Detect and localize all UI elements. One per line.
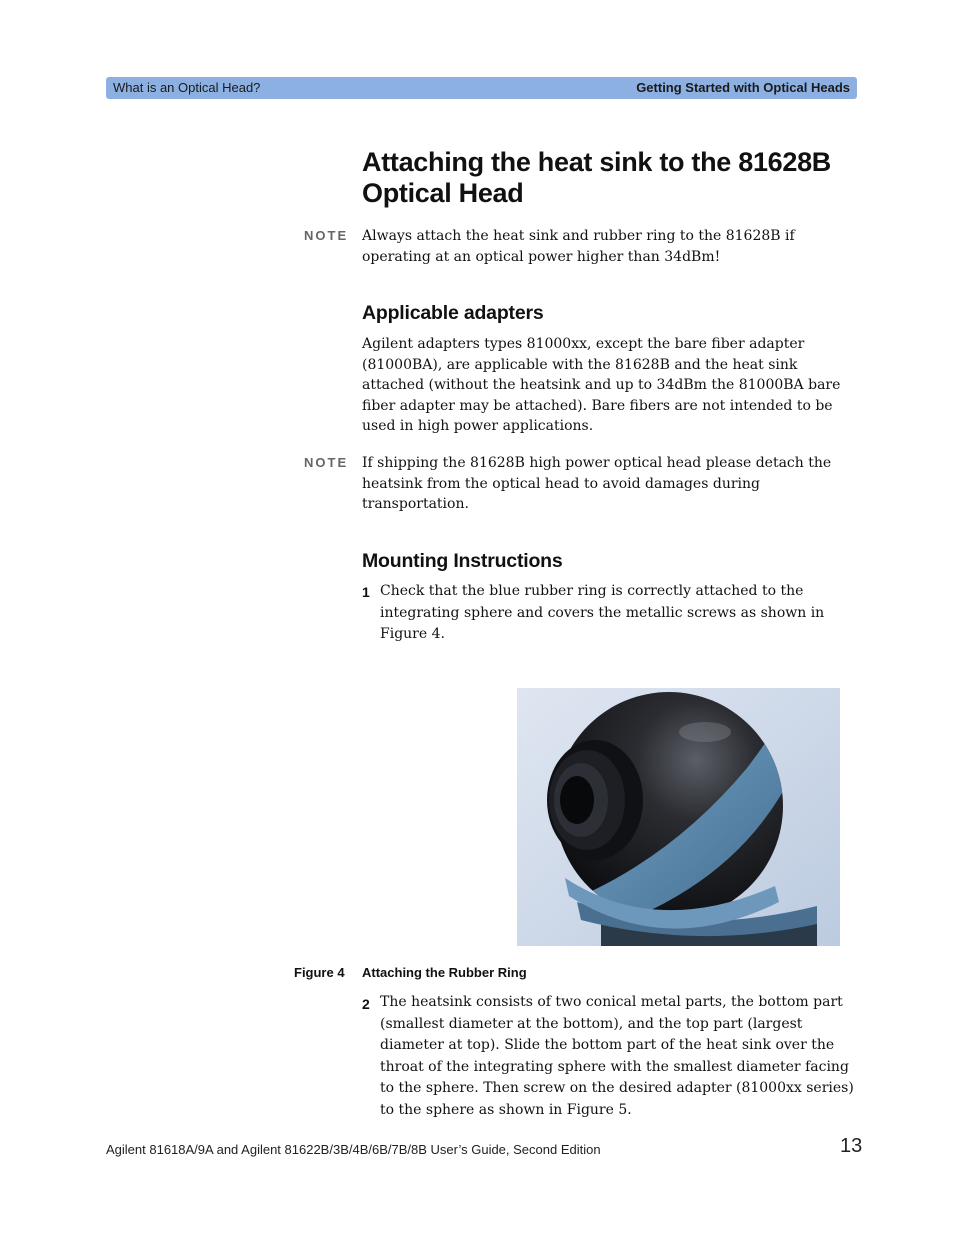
adapters-paragraph: Agilent adapters types 81000xx, except the bare fiber adapter (81000BA), are applicable with the 81628B and the heat sink attached (without the heatsink and up to 34dBm the 81000BA bare fiber adapter may be attached). Bare fibers are not intended to be used in high power applications. bbox=[362, 336, 841, 434]
figure-caption: Attaching the Rubber Ring bbox=[362, 965, 527, 980]
step-number: 2 bbox=[362, 996, 370, 1012]
header-section-title: What is an Optical Head? bbox=[113, 80, 261, 95]
note-label: NOTE bbox=[304, 228, 349, 243]
section-heading-mounting-instructions: Mounting Instructions bbox=[362, 550, 563, 572]
running-header bbox=[106, 77, 857, 99]
step-text: The heatsink consists of two conical metal parts, the bottom part (smallest diameter at the bottom), and the top part (largest diameter at top). Slide the bottom part of the heat sink over the throat of the integrating sphere with the smallest diameter facing to the sphere. Then screw on the desired adapter (81000xx series) to the sphere as shown in Figure 5. bbox=[380, 994, 854, 1118]
page-number: 13 bbox=[840, 1135, 863, 1157]
note-text: If shipping the 81628B high power optical head please detach the heatsink from the optical head to avoid damages during transportation. bbox=[362, 455, 832, 512]
step-number: 1 bbox=[362, 584, 370, 600]
header-chapter-title: Getting Started with Optical Heads bbox=[636, 80, 850, 95]
footer-document-title: Agilent 81618A/9A and Agilent 81622B/3B/4B/6B/7B/8B User’s Guide, Second Edition bbox=[106, 1142, 601, 1157]
figure-number: Figure 4 bbox=[294, 965, 345, 980]
rubber-ring-photo bbox=[517, 688, 840, 946]
step-text: Check that the blue rubber ring is correctly attached to the integrating sphere and covers the metallic screws as shown in Figure 4. bbox=[380, 583, 825, 642]
note-text: Always attach the heat sink and rubber ring to the 81628B if operating at an optical power higher than 34dBm! bbox=[362, 228, 795, 265]
page-title: Attaching the heat sink to the 81628B Optical Head bbox=[362, 147, 832, 208]
note-label: NOTE bbox=[304, 455, 349, 470]
section-heading-applicable-adapters: Applicable adapters bbox=[362, 302, 544, 324]
